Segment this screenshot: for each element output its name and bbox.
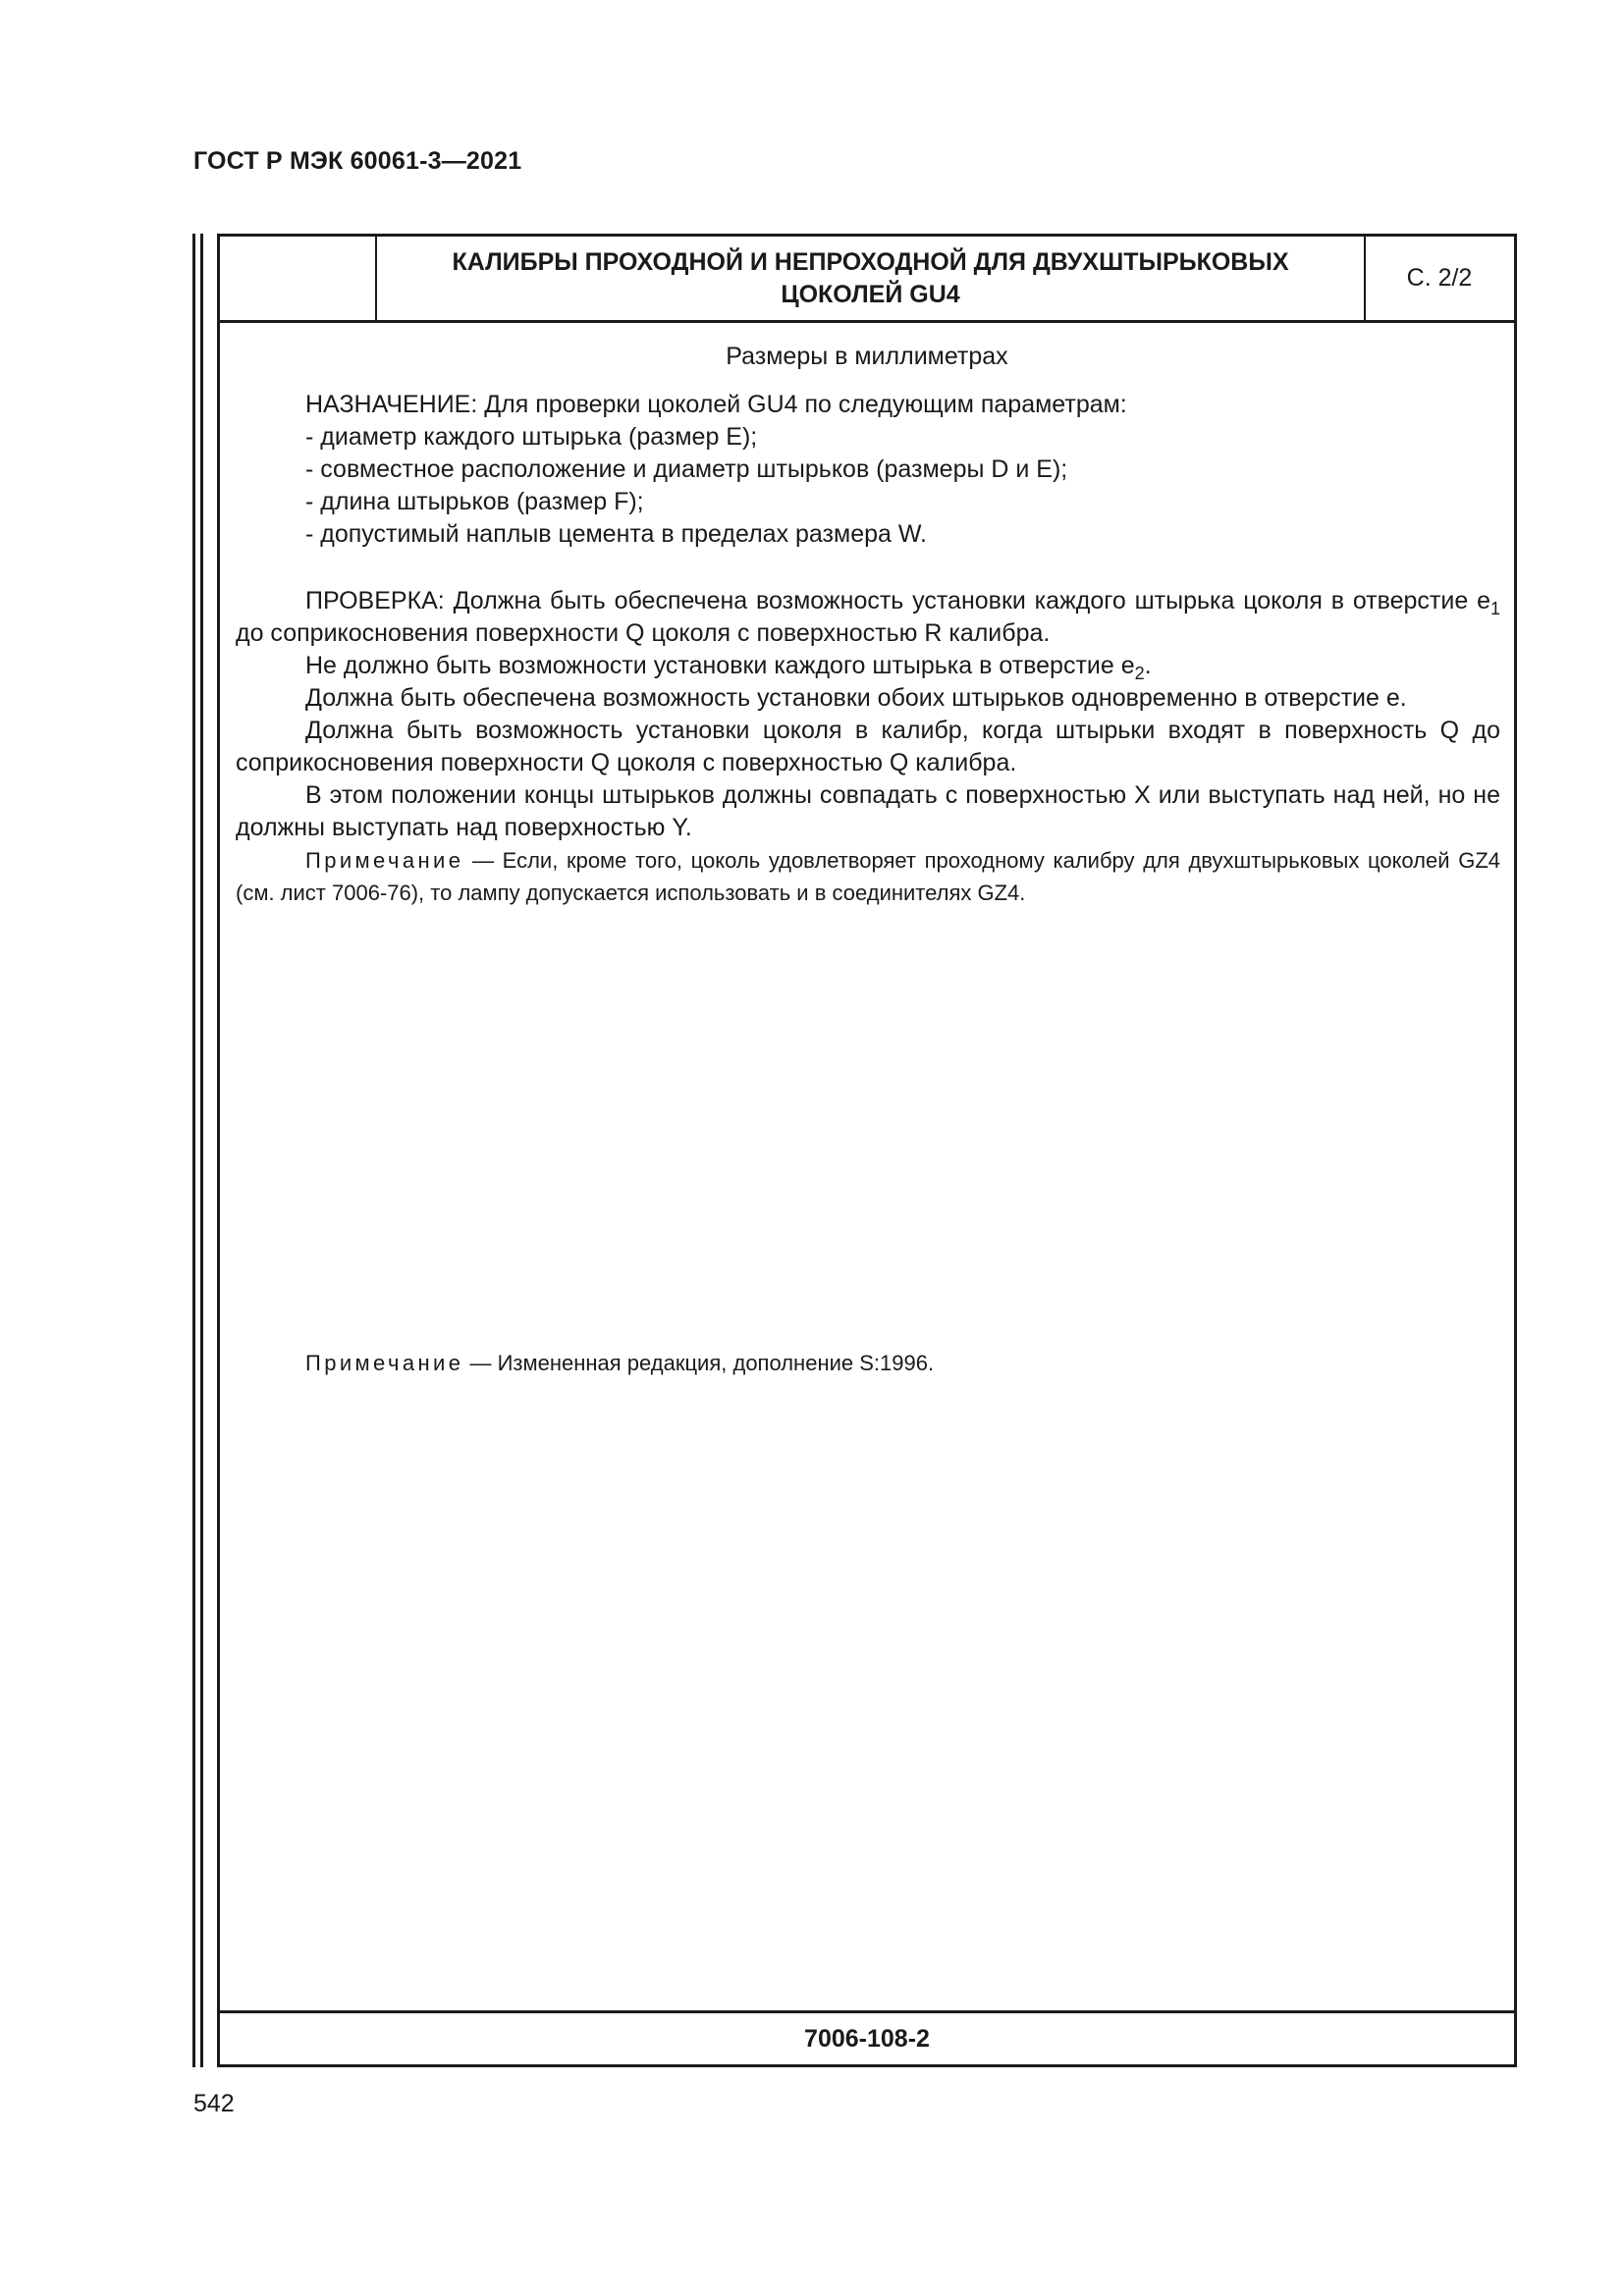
binding-line-outer [192, 234, 195, 2067]
check-paragraph-5: В этом положении концы штырьков должны совпадать с поверхностью X или выступать над ней, но не должны выступать над поверхностью Y. [236, 781, 1500, 841]
standard-sheet [217, 234, 1517, 2067]
title-empty-cell [220, 237, 377, 320]
sheet-title-line-1: КАЛИБРЫ ПРОХОДНОЙ И НЕПРОХОДНОЙ ДЛЯ ДВУХШТЫРЬКОВЫХ [452, 247, 1289, 276]
units-note: Размеры в миллиметрах [726, 343, 1008, 370]
purpose-item: - совместное расположение и диаметр штырьков (размеры D и E); [305, 455, 1068, 483]
purpose-intro: НАЗНАЧЕНИЕ: Для проверки цоколей GU4 по следующим параметрам: [305, 391, 1127, 418]
check-paragraph-2: Не должно быть возможности установки каждого штырька в отверстие $e_2$. [305, 652, 1152, 683]
note-text: — Если, кроме того, цоколь удовлетворяет проходному калибру для двухштырьковых цоколей GZ4 (см. лист 7006-76), то лампу допускается использовать и в соединителях GZ4. [236, 848, 1500, 905]
sheet-title-line-2: ЦОКОЛЕЙ GU4 [781, 280, 960, 308]
binding-line-inner [200, 234, 203, 2067]
note-1 [236, 844, 1500, 909]
title-row [220, 237, 1514, 323]
note-text: — Измененная редакция, дополнение S:1996. [463, 1351, 935, 1375]
check-paragraph-1: ПРОВЕРКА: Должна быть обеспечена возможность установки каждого штырька цоколя в отверстие $e_1$ до соприкосновения поверхности Q цоколя с поверхностью R калибра. [236, 587, 1500, 647]
page-number: 542 [193, 2090, 235, 2117]
purpose-block [236, 389, 1500, 551]
purpose-item: - длина штырьков (размер F); [305, 488, 644, 515]
note-label: Примечание [305, 1351, 464, 1375]
check-paragraph-3: Должна быть обеспечена возможность установки обоих штырьков одновременно в отверстие e. [305, 684, 1407, 712]
purpose-item: - диаметр каждого штырька (размер E); [305, 423, 758, 451]
purpose-item: - допустимый наплыв цемента в пределах размера W. [305, 520, 928, 548]
note-label: Примечание [305, 848, 464, 873]
sheet-number: С. 2/2 [1406, 264, 1473, 292]
note-2 [305, 1351, 934, 1376]
sheet-footer-code: 7006-108-2 [220, 2010, 1514, 2064]
sheet-content [236, 389, 1500, 909]
sheet-title [377, 237, 1366, 320]
document-header: ГОСТ Р МЭК 60061-3—2021 [193, 147, 522, 175]
check-paragraph-4: Должна быть возможность установки цоколя в калибр, когда штырьки входят в поверхность Q до соприкосновения поверхности Q цоколя с поверхностью Q калибра. [236, 717, 1500, 776]
